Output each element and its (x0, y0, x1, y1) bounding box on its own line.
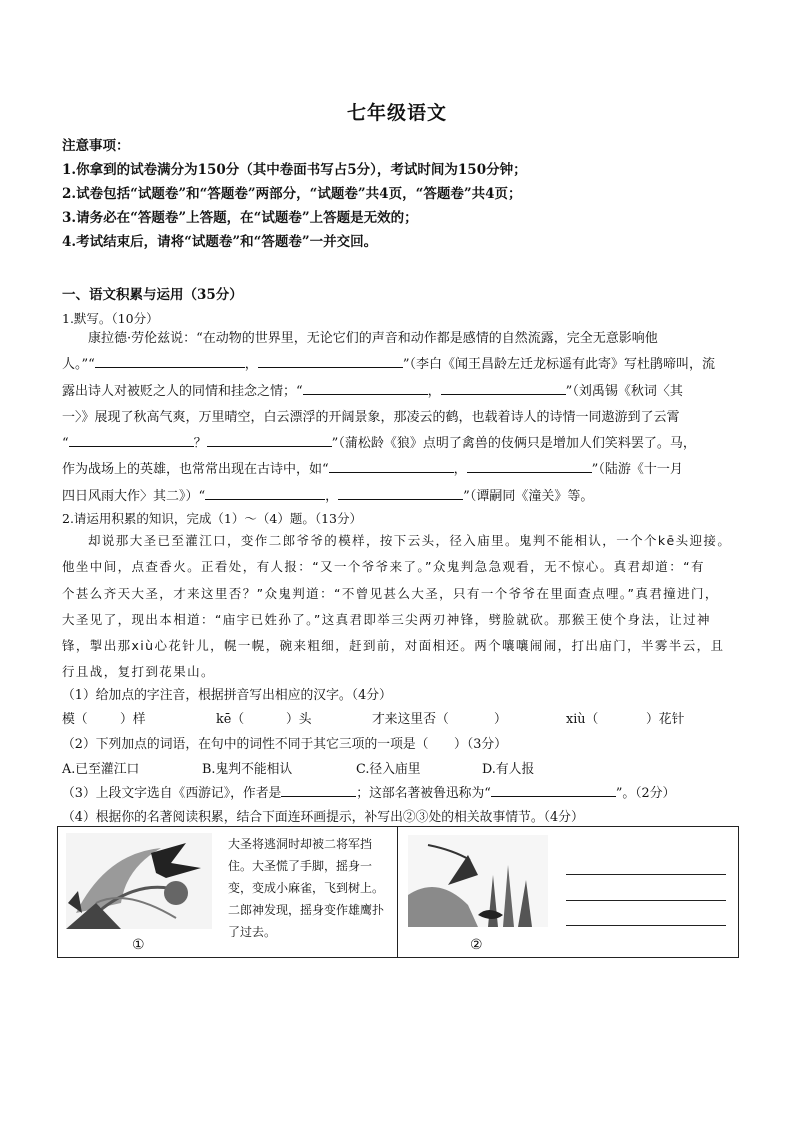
option-a[interactable]: A.已至灌江口 (62, 762, 140, 777)
panel-number: ② (470, 937, 483, 953)
panel-divider (397, 827, 398, 957)
option-c[interactable]: C.径入庙里 (356, 762, 421, 777)
notice-heading: 注意事项： (62, 138, 130, 154)
option-d[interactable]: D.有人报 (482, 762, 535, 777)
passage: 却说那大圣已至灌江口，变作二郎爷爷的模样，按下云头，径入庙里。鬼判不能相认，一个个kē头迎接。 他坐中间，点查香火。正看处，有人报：“又一个爷爷来了。”众鬼判急急观看，无不惊心。真君却道：“有 个甚么齐天大圣，才来这里否？”众鬼判道：“不曾见甚么大圣，只有一个爷爷在里面查点哩。”真君撞进门， 大圣见了，现出本相道：“庙宇已姓孙了。”这真君即举三尖两刃神锋，劈脸就砍。那猴王使个身法，让过神 锋，掣出那xiù心花针儿，幌一幌，碗来粗细，赶到前，对面相还。两个嚷嚷闹闹，打出庙门，半雾半云，且 行且战，复打到花果山。 (62, 533, 732, 680)
panel-1-text: 大圣将逃洞时却被二将军挡住。大圣慌了手脚，摇身一变，变成小麻雀，飞到树上。二郎神发现，摇身变作雄鹰扑了过去。 (228, 837, 385, 939)
notice-block (62, 134, 527, 254)
answer-blank[interactable] (207, 432, 332, 447)
answer-blank[interactable] (329, 458, 454, 473)
answer-blank[interactable] (205, 485, 325, 500)
question-1-label: 1.默写。（10分） (62, 311, 159, 326)
question-2-label: 2.请运用积累的知识，完成（1）～（4）题。（13分） (62, 511, 362, 526)
page-title: 七年级语文 (346, 102, 447, 124)
answer-blank[interactable] (303, 380, 428, 395)
crane-illustration (408, 835, 548, 927)
answer-blank[interactable] (338, 485, 463, 500)
answer-blank[interactable] (258, 353, 403, 368)
answer-blank[interactable] (441, 380, 566, 395)
sub-question-3: （3）上段文字选自《西游记》，作者是 ；这部名著被鲁迅称为“ ”。（2分） (62, 782, 675, 801)
notice-item: 3.请务必在“答题卷”上答题，在“试题卷”上答题是无效的； (62, 210, 418, 226)
notice-item: 1.你拿到的试卷满分为150分（其中卷面书写占5分），考试时间为150分钟； (62, 162, 527, 178)
answer-blank[interactable] (467, 458, 592, 473)
answer-blank[interactable] (491, 782, 616, 797)
sub1-items: 模（ ）样 kē（ ）头 才来这里否（ ） xiù（ ）花针 (62, 712, 685, 727)
sub2-options (62, 758, 734, 776)
question-1-text: 康拉德·劳伦兹说：“在动物的世界里，无论它们的声音和动作都是感情的自然流露，完全无意影响他 人。”“ ， ”（李白《闻王昌龄左迁龙标遥有此寄》写杜鹃啼叫，流 露出诗人对被贬之人的同情和挂念之情；“ ， ”（刘禹锡《秋词〈其 一〉》展现了秋高气爽，万里晴空，白云漂浮的开阔景象，那凌云的鹤，也载着诗人的诗情一同遨游到了云霄 “ ？ ”（蒲松龄《狼》点明了禽兽的伎俩只是增加人们笑料罢了。马， 作为战场上的英雄，也常常出现在古诗中，如“ ， ”（陆游《十一月 四日风雨大作〉其二》）“ ， ”（谭嗣同《潼关》等。 (62, 331, 715, 504)
notice-item: 4.考试结束后，请将“试题卷”和“答题卷”一并交回。 (62, 234, 378, 250)
section-heading: 一、语文积累与运用（35分） (62, 287, 243, 303)
sub-question-1: （1）给加点的字注音，根据拼音写出相应的汉字。（4分） (62, 688, 392, 703)
answer-blank[interactable] (281, 782, 356, 797)
comic-box (57, 826, 739, 958)
answer-line[interactable] (566, 874, 726, 875)
panel-number: ① (132, 937, 145, 953)
sub-question-4: （4）根据你的名著阅读积累，结合下面连环画提示，补写出②③处的相关故事情节。（4分） (62, 810, 584, 825)
answer-blank[interactable] (95, 353, 245, 368)
eagle-sparrow-illustration (66, 833, 212, 929)
notice-item: 2.试卷包括“试题卷”和“答题卷”两部分，“试题卷”共4页，“答题卷”共4页； (62, 186, 522, 202)
answer-line[interactable] (566, 900, 726, 901)
answer-blank[interactable] (69, 432, 194, 447)
sub-question-2: （2）下列加点的词语，在句中的词性不同于其它三项的一项是（ ）（3分） (62, 737, 507, 752)
answer-line[interactable] (566, 925, 726, 926)
option-b[interactable]: B.鬼判不能相认 (202, 762, 293, 777)
